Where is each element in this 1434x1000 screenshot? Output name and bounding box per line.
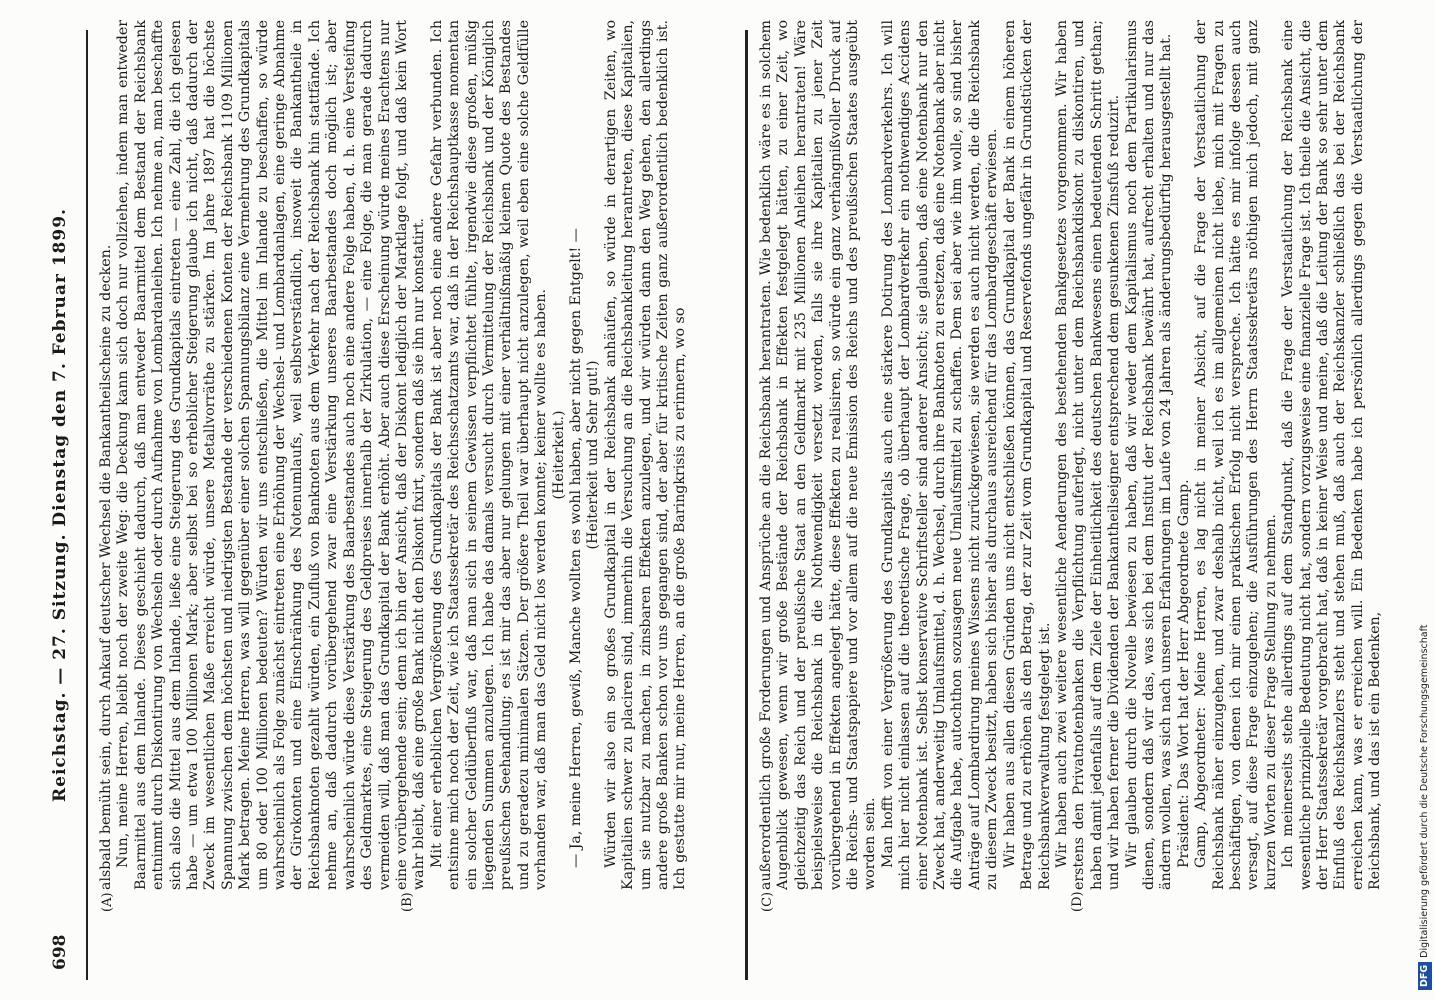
page-header bbox=[50, 40, 80, 970]
paragraph: Nun, meine Herren, bleibt noch der zweite Weg: die Deckung kann sich doch nur vollziehen, indem man entweder Baarmittel aus dem Inlande. Dieses geschieht dadurch, daß man entweder Baarmittel dem Bestand der Reichsbank entnimmt durch Diskontirung von Wechseln oder durch Aufnahme von Lombardanleihen. Ich nehme an, man beschaffte sich also die Mittel aus dem Inlande, ließe eine Steigerung des Grundkapitals eintreten — eine Zahl, die ich gelesen habe — um etwa 100 Millionen Mark; aber selbst bei so erheblicher Steigerung glaube ich nicht, daß dadurch der Zweck im wesentlichen Maße erreicht würde, unsere Metallvorräthe zu stärken. Im Jahre 1897 hat die höchste Spannung zwischen dem höchsten und niedrigsten Bestande der verschiedenen Konten der Reichsbank 1109 Millionen Mark betragen. Meine Herren, was will gegenüber einer solchen Spannungsbilanz eine Vermehrung des Grundkapitals um 80 oder 100 Millionen bedeuten? Würden wir uns entschließen, die Mittel im Inlande zu beschaffen, so würde wahrscheinlich als Folge zunächst eintreten eine Erhöhung der Wechsel- und Lombardanlagen, eine geringe Abnahme der Girokonten und eine Einschränkung des Notenumlaufs, weil selbstverständlich, insoweit die Bankantheile in Reichsbanknoten gezahlt würden, ein Zufluß von Banknoten aus dem Verkehr nach der Reichsbank hin stattfände. Ich nehme an, daß dadurch vorübergehend zwar eine Verstärkung unseres Baarbestandes doch möglich ist; aber wahrscheinlich würde diese Verstärkung des Baarbestandes auch noch eine andere Folge haben, d. h. eine Versteifung des Geldmarktes, eine Steigerung des Geldpreises innerhalb der Zirkulation, — eine Folge, die man gerade dadurch vermeiden will, daß man das Grundkapital der Bank erhöht. Aber auch diese Erscheinung würde meines Erachtens nur eine vorübergehende sein; denn ich bin der Ansicht, daß der Diskont lediglich der Marktlage folgt, und daß kein Wort wahr bleibt, daß eine große Bank nicht den Diskont fixirt, sondern daß sie ihn nur konstatirt. bbox=[115, 20, 428, 890]
paragraph: Wir glauben durch die Novelle bewiesen zu haben, daß wir weder dem Kapitalismus noch dem Partikularismus dienen, sondern daß wir das, was sich bei dem Institut der Reichsbank bewährt hat, aufrecht erhalten und nur das ändern wollen, was sich nach unseren Erfahrungen im Laufe von 24 Jahren als änderungsbedürftig herausgestellt hat. bbox=[1123, 20, 1175, 890]
paragraph: Würden wir also ein so großes Grundkapital in der Reichsbank anhäufen, so würde in derartigen Zeiten, wo Kapitalien schwer zu placiren sind, immerhin die Versuchung an die Reichsbankleitung herantreten, diese Kapitalien, um sie nutzbar zu machen, in zinsbaren Effekten anzulegen, und wir würden dann den Weg gehen, den allerdings andere große Banken schon vor uns gegangen sind, der aber für kritische Zeiten ganz außerordentlich bedenklich ist. Ich gestatte mir nur, meine Herren, an die große Baringkrisis zu erinnern, wo so bbox=[602, 20, 689, 890]
margin-letter-b: (B) bbox=[400, 892, 415, 912]
text-column-right bbox=[758, 20, 1393, 890]
speaker-paragraph: Gamp, Abgeordneter: Meine Herren, es lag nicht in meiner Absicht, auf die Frage der Verstaatlichung der Reichsbank näher einzugehen, und zwar deshalb nicht, weil ich es im allgemeinen nicht liebe, mich mit Fragen zu beschäftigen, von denen ich mir einen praktischen Erfolg nicht verspreche. Ich hätte es mir infolge dessen auch versagt, auf diese Frage einzugehen; die Ausführungen des Herrn Staatssekretärs nöthigen mich jedoch, mit ganz kurzen Worten zu dieser Frage Stellung zu nehmen. bbox=[1193, 20, 1279, 890]
text-column-left bbox=[98, 20, 738, 890]
digitization-note bbox=[1418, 10, 1432, 990]
margin-letter-c: (C) bbox=[760, 891, 775, 912]
interjection: (Heiterkeit.) bbox=[550, 410, 567, 500]
paragraph: alsbald bemüht sein, durch Ankauf deutscher Wechsel die Bankantheilscheine zu decken. bbox=[98, 244, 114, 890]
page-title: Reichstag. — 27. Sitzung. Dienstag den 7. Februar 1899. bbox=[50, 208, 70, 802]
interjection: (Heiterkeit und Sehr gut!) bbox=[585, 360, 602, 550]
paragraph: — Ja, meine Herren, gewiß, Manche wollten es wohl haben, aber nicht gegen Entgelt! — bbox=[567, 228, 584, 868]
header-rule bbox=[86, 30, 88, 980]
paragraph: Ich meinerseits stehe allerdings auf dem Standpunkt, daß die Frage der Verstaatlichung der Reichsbank eine wesentliche prinzipielle Bedeutung nicht hat, sondern vorzugsweise eine finanzielle Frage ist. Ich theile die Ansicht, die der Herr Staatssekretär vorgebracht hat, daß in keiner Weise und meine, daß die Leitung der Bank so sehr unter dem Einfluß des Reichskanzlers steht und stehen muß, daß auch der Reichskanzler schließlich das bei der Reichsbank erreichen kann, was er erreichen will. Ein Bedenken habe ich persönlich allerdings gegen die Verstaatlichung der Reichsbank, und das ist ein Bedenken, bbox=[1280, 20, 1384, 890]
paragraph: Mit einer erheblichen Vergrößerung des Grundkapitals der Bank ist aber noch eine andere Gefahr verbunden. Ich entsinne mich noch der Zeit, wie ich Staatssekretär des Reichsschatzamts war, daß in der Reichshauptkasse momentan ein solcher Geldüberfluß war, daß man sich in seinem Gewissen verpflichtet fühlte, irgendwie diese großen, müßig liegenden Summen anzulegen. Ich habe das damals versucht durch Vermittelung der Reichsbank und der Königlich preußischen Seehandlung; es ist mir das aber nur gelungen mit einer verhältnißmäßig kleinen Quote des Bestandes und zu geradezu minimalen Sätzen. Der größere Theil war überhaupt nicht anzulegen, weil eben eine solche Geldfülle vorhanden war, daß man das Geld nicht los werden konnte; keiner wollte es haben. bbox=[428, 20, 550, 890]
paragraph: Man hofft von einer Vergrößerung des Grundkapitals auch eine stärkere Dotirung des Lombardverkehrs. Ich will mich hier nicht einlassen auf die theoretische Frage, ob überhaupt der Lombardverkehr ein nothwendiges Accidens einer Notenbank ist. Selbst konservative Schriftsteller sind anderer Ansicht; sie glauben, daß eine Notenbank nur den Zweck hat, anderweitig Umlaufsmittel, d. h. Wechsel, durch ihre Banknoten zu ersetzen, daß eine Notenbank aber nicht die Aufgabe habe, autochthon sozusagen neue Umlaufsmittel zu schaffen. Dem sei aber wie ihm wolle, so sind bisher Anträge auf Lombardirung meines Wissens nicht zurückgewiesen, sie werden es auch nicht werden, die die Reichsbank zu diesem Zweck besitzt, haben sich bisher als durchaus ausreichend für das Lombardgeschäft erwiesen. bbox=[879, 20, 1001, 890]
speaker-paragraph: Präsident: Das Wort hat der Herr Abgeordnete Gamp. bbox=[1175, 479, 1192, 868]
column-divider bbox=[745, 30, 748, 980]
margin-letter-d: (D) bbox=[1070, 891, 1085, 912]
paragraph: Wir haben auch zwei weitere wesentliche Aenderungen des bestehenden Bankgesetzes vorgenommen. Wir haben erstens den Privatnotenbanken die Verpflichtung auferlegt, nicht unter dem Reichsbankdiskont zu diskontiren, und haben damit jedenfalls auf dem Ziele der Einheitlichkeit des deutschen Bankwesens einen bedeutenden Schritt gethan; und wir haben ferner die Dividenden der Bankantheilseigner entsprechend dem gesunkenen Zinsfuß reduzirt. bbox=[1053, 20, 1123, 890]
digitization-text: Digitalisierung gefördert durch die Deutsche Forschungsgemeinschaft bbox=[1419, 624, 1430, 958]
dfg-badge: DFG bbox=[1418, 962, 1432, 990]
margin-letter-a: (A) bbox=[100, 892, 115, 912]
page-number: 698 bbox=[50, 934, 70, 970]
paragraph: Wir haben aus allen diesen Gründen uns nicht entschließen können, das Grundkapital der Bank in einem höheren Betrage und zu erhöhen als den Betrag, der zur Zeit vom Grundkapital und Reservefonds ungefähr in Grundstücken der Reichsbankverwaltung festgelegt ist. bbox=[1001, 20, 1053, 890]
paragraph: außerordentlich große Forderungen und Ansprüche an die Reichsbank herantraten. Wie bedenklich wäre es in solchem Augenblick gewesen, wenn wir große Bestände der Reichsbank in Effekten festgelegt hätten, zu einer Zeit, wo gleichzeitig das Reich und der preußische Staat an den Geldmarkt mit 235 Millionen Anleihen herantraten! Wäre beispielsweise die Reichsbank in die Nothwendigkeit versetzt worden, falls sie ihre Kapitalien zu jener Zeit vorübergehend in Effekten angelegt hätte, diese Effekten zu realisiren, so würde ein ganz verhängnißvoller Druck auf die Reichs- und Staatspapiere und vor allem auf die neue Emission des Reichs und des preußischen Staates ausgeübt worden sein. bbox=[758, 20, 879, 890]
